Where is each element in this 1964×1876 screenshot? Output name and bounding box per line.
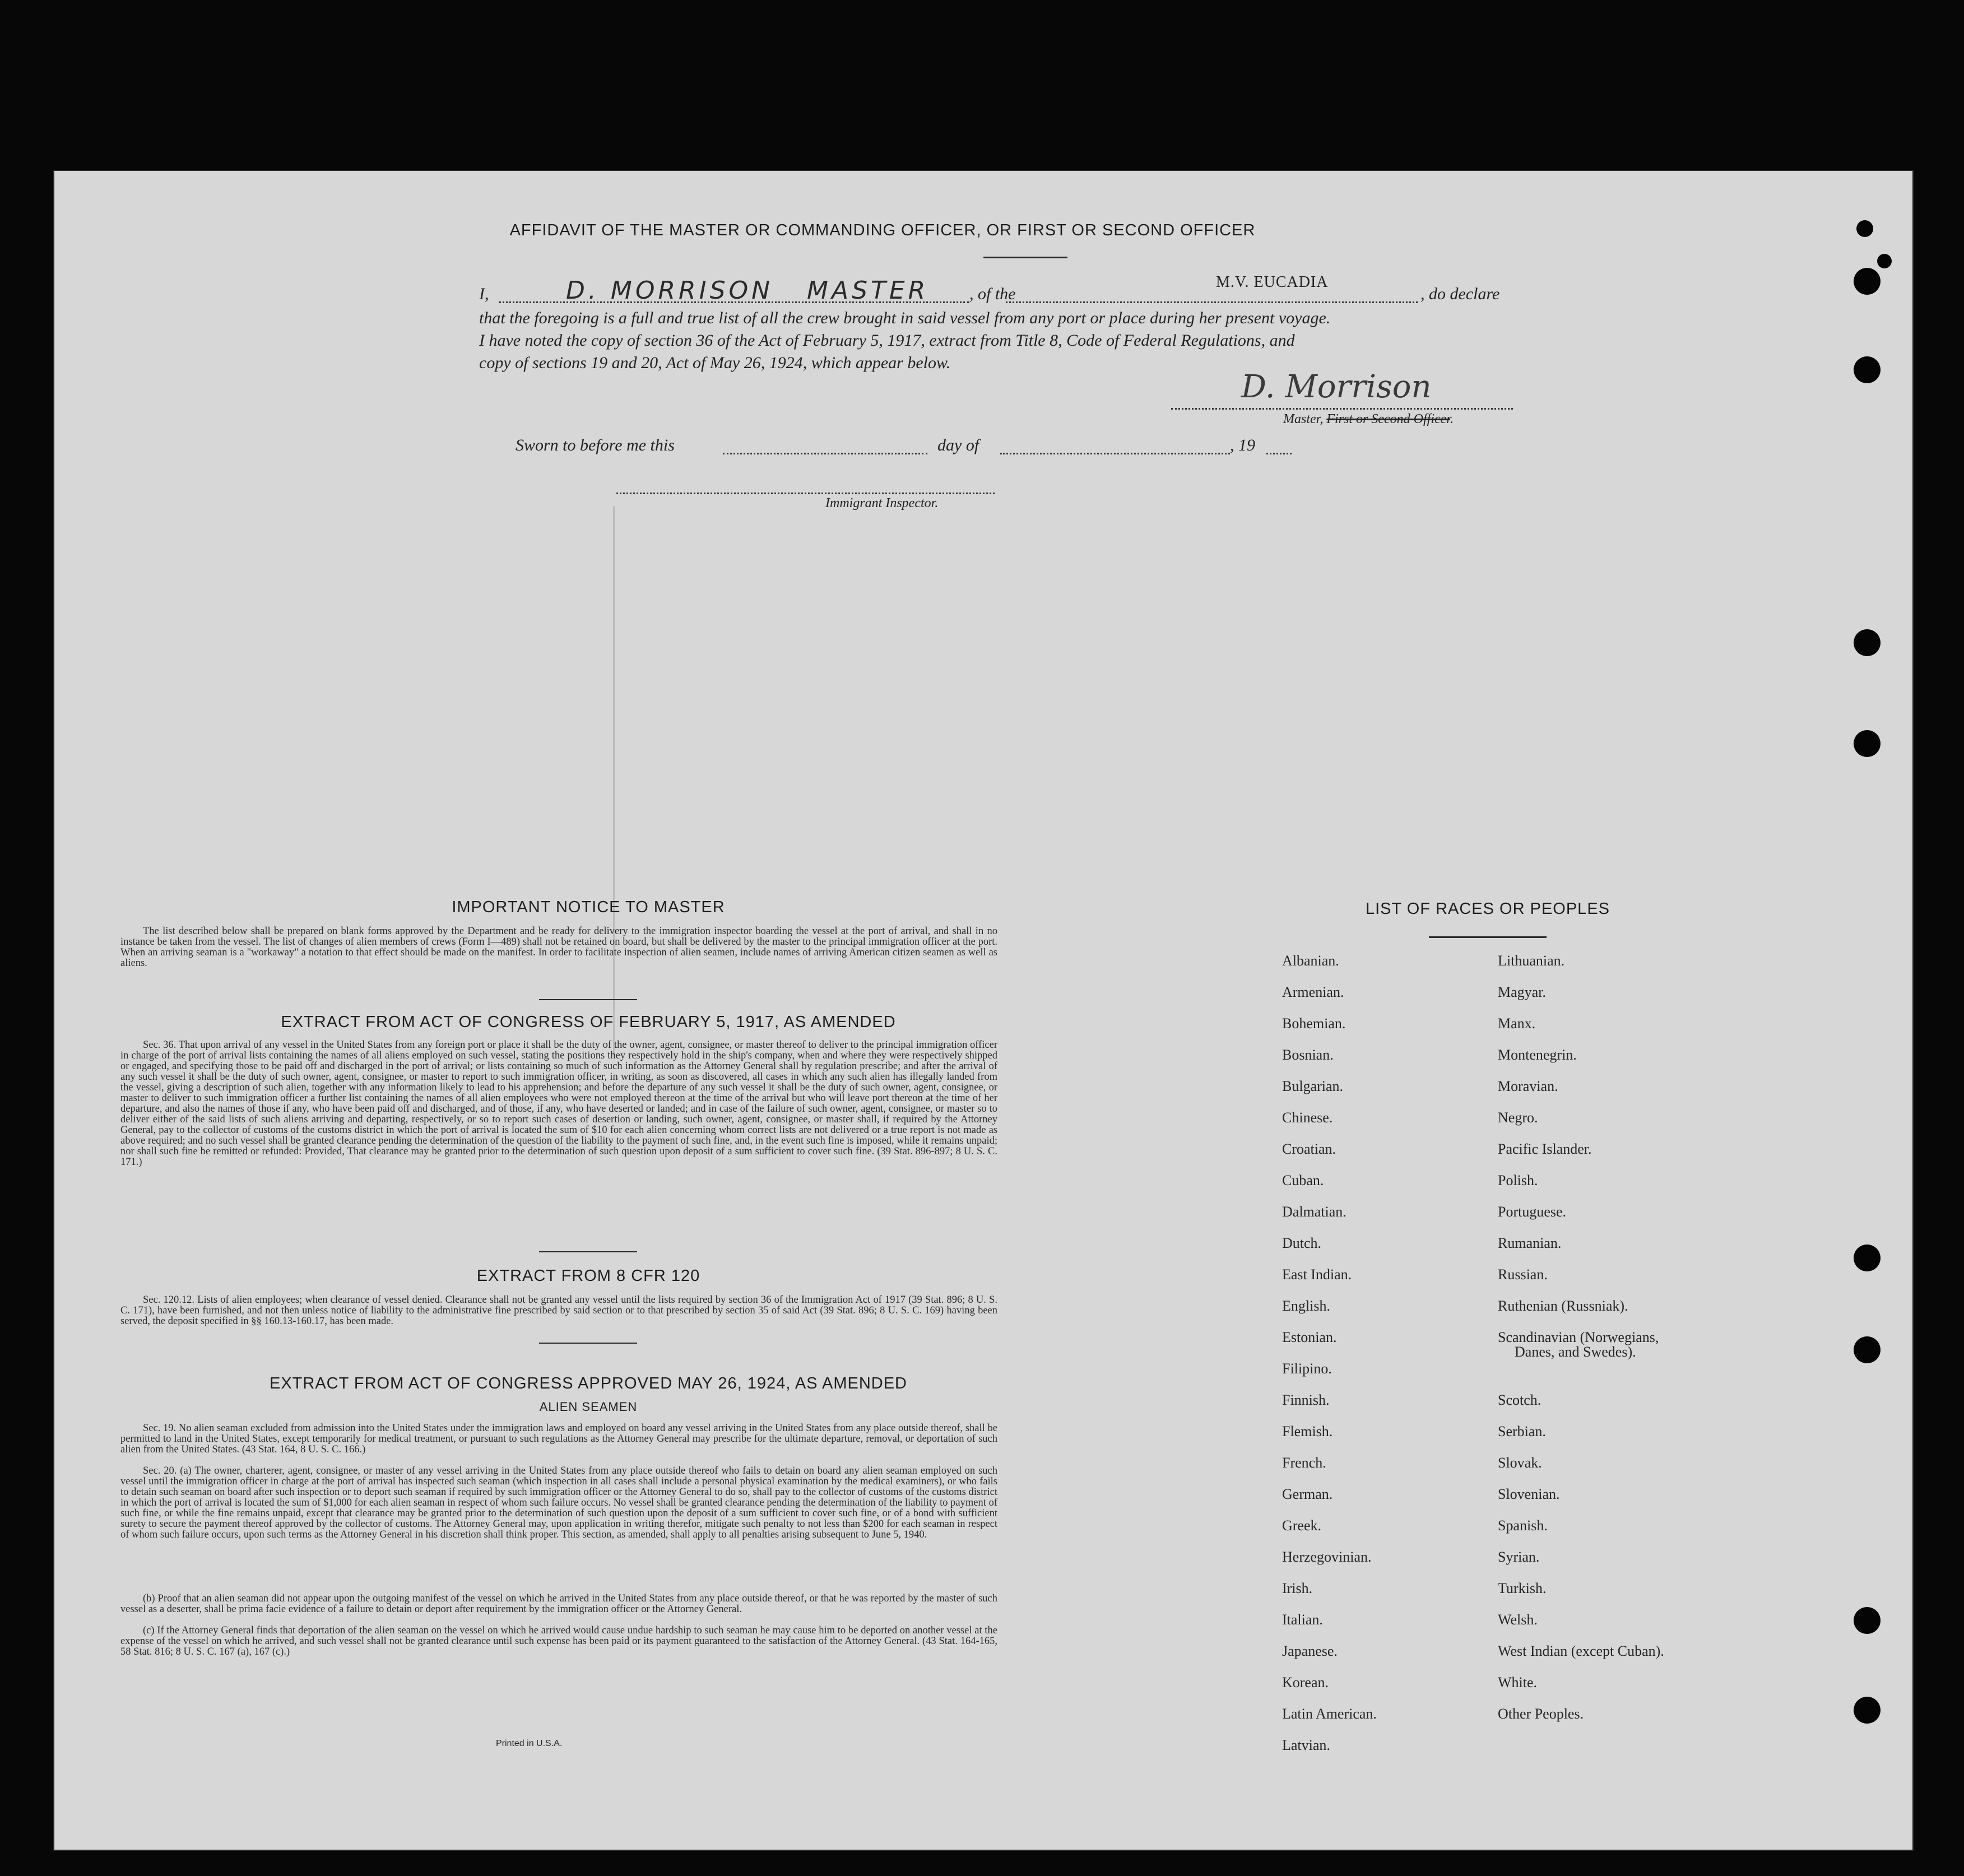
race-item: Dalmatian. bbox=[1282, 1204, 1347, 1220]
sworn-day-dotline bbox=[723, 453, 927, 454]
race-item: Estonian. bbox=[1282, 1329, 1337, 1345]
sworn-year-dotline bbox=[1266, 453, 1292, 454]
sworn-month-dotline bbox=[1000, 453, 1230, 454]
document-page bbox=[53, 170, 1914, 1851]
race-item: Lithuanian. bbox=[1498, 953, 1565, 969]
race-item: East Indian. bbox=[1282, 1266, 1352, 1283]
race-item: Croatian. bbox=[1282, 1141, 1336, 1157]
master-signature: D. Morrison bbox=[1241, 369, 1432, 405]
race-item: Slovenian. bbox=[1498, 1486, 1560, 1502]
signature-caption-struck: First or Second Officer bbox=[1326, 412, 1450, 426]
punch-hole bbox=[1854, 1607, 1881, 1634]
race-item: Portuguese. bbox=[1498, 1204, 1567, 1220]
extract-cfr-rule bbox=[539, 1343, 637, 1344]
extract-1924-title: EXTRACT FROM ACT OF CONGRESS APPROVED MAY 26, 1924, AS AMENDED bbox=[270, 1375, 907, 1392]
punch-hole bbox=[1877, 254, 1892, 268]
race-item: Latvian. bbox=[1282, 1737, 1330, 1753]
extract-cfr-text: Sec. 120.12. Lists of alien employees; when clearance of vessel denied. Clearance shall not be granted any vessel until the lists required by section 36 of the Immigration Act of 1917 (39 Stat. 896; 8 U. S. C. 171), have been furnished, and not then unless notice of liability to the administrative fine prescribed by said section or to that prescribed by section 35 of said Act (39 Stat. 896; 8 U. S. C. 169) having been served, the deposit specified in §§ 160.13-160.17, has been made. bbox=[120, 1294, 997, 1327]
extract-1924-sec20c: (c) If the Attorney General finds that deportation of the alien seaman on the vessel on which he arrived would cause undue hardship to such seaman he may cause him to be deported on another vessel at the expense of the vessel on which he arrived, and such vessel shall not be granted clearance until such expense has been paid or its payment guaranteed to the satisfaction of the Attorney General. (43 Stat. 164-165, 58 Stat. 816; 8 U. S. C. 167 (a), 167 (c).) bbox=[120, 1625, 997, 1657]
race-item: Scandinavian (Norwegians, bbox=[1498, 1329, 1659, 1345]
punch-hole bbox=[1854, 356, 1881, 383]
race-item: Syrian. bbox=[1498, 1549, 1540, 1565]
fold-mark bbox=[613, 506, 615, 1055]
race-item: Turkish. bbox=[1498, 1580, 1547, 1596]
race-item: Serbian. bbox=[1498, 1423, 1546, 1439]
race-item-continuation: Danes, and Swedes). bbox=[1515, 1344, 1636, 1360]
punch-hole bbox=[1854, 1697, 1881, 1724]
punch-hole bbox=[1856, 220, 1873, 237]
extract-1924-subtitle: ALIEN SEAMEN bbox=[539, 1400, 638, 1414]
race-item: West Indian (except Cuban). bbox=[1498, 1643, 1664, 1659]
races-rule bbox=[1429, 936, 1547, 938]
race-item: Magyar. bbox=[1498, 984, 1546, 1000]
race-item: Flemish. bbox=[1282, 1423, 1333, 1439]
affidavit-title: AFFIDAVIT OF THE MASTER OR COMMANDING OFFICER, OR FIRST OR SECOND OFFICER bbox=[509, 221, 1256, 239]
race-item: Bulgarian. bbox=[1282, 1078, 1344, 1094]
race-item: German. bbox=[1282, 1486, 1333, 1502]
extract-1924-sec19: Sec. 19. No alien seaman excluded from admission into the United States under the immigration laws and employed on board any vessel arriving in the United States from any place outside thereof, shall be permitted to land in the United States, except temporarily for medical treatment, or pursuant to such regulations as the Attorney General may prescribe for the ultimate departure, removal, or deportation of such alien from the United States. (43 Stat. 164, 8 U. S. C. 166.) bbox=[120, 1423, 997, 1455]
signature-caption-master: Master, bbox=[1283, 412, 1324, 426]
race-item: Welsh. bbox=[1498, 1612, 1538, 1628]
affidavit-line-3: I have noted the copy of section 36 of the Act of February 5, 1917, extract from Title 8, Code of Federal Regulations, and bbox=[479, 331, 1295, 350]
notice-rule bbox=[539, 999, 637, 1000]
sworn-year: , 19 bbox=[1230, 436, 1255, 454]
race-item: Italian. bbox=[1282, 1612, 1323, 1628]
notice-title: IMPORTANT NOTICE TO MASTER bbox=[452, 898, 725, 916]
punch-hole bbox=[1854, 1336, 1881, 1363]
i-prefix: I, bbox=[479, 285, 489, 303]
race-item: Finnish. bbox=[1282, 1392, 1330, 1408]
race-item: Dutch. bbox=[1282, 1235, 1322, 1251]
signature-caption bbox=[1283, 412, 1454, 427]
race-item: Filipino. bbox=[1282, 1360, 1332, 1377]
race-item: White. bbox=[1498, 1674, 1538, 1691]
vessel-name: M.V. EUCADIA bbox=[1216, 273, 1329, 291]
extract-1917-rule bbox=[539, 1251, 637, 1252]
punch-hole bbox=[1854, 730, 1881, 757]
extract-1917-title: EXTRACT FROM ACT OF CONGRESS OF FEBRUARY 5, 1917, AS AMENDED bbox=[281, 1013, 896, 1031]
inspector-caption: Immigrant Inspector. bbox=[825, 496, 939, 510]
do-declare-text: , do declare bbox=[1420, 285, 1500, 303]
notice-text: The list described below shall be prepared on blank forms approved by the Department and be ready for delivery to the immigration inspector boarding the vessel at the port of arrival, and shall in no instance be taken from the vessel. The list of changes of alien members of crews (Form I—489) shall not be retained on board, but shall be delivered by the master to the principal immigration officer at the port. When an arriving seaman is a "workaway" a notation to that effect should be made on the manifest. In order to facilitate inspection of alien seamen, include names of arriving American citizen seamen as well as aliens. bbox=[120, 926, 997, 969]
race-item: Bohemian. bbox=[1282, 1015, 1346, 1032]
race-item: Manx. bbox=[1498, 1015, 1536, 1032]
race-item: Montenegrin. bbox=[1498, 1047, 1577, 1063]
vessel-dotline bbox=[1006, 301, 1418, 303]
race-item: English. bbox=[1282, 1298, 1330, 1314]
punch-hole bbox=[1854, 629, 1881, 656]
race-item: Korean. bbox=[1282, 1674, 1329, 1691]
race-item: Irish. bbox=[1282, 1580, 1313, 1596]
punch-hole bbox=[1854, 268, 1881, 295]
race-item: Negro. bbox=[1498, 1109, 1538, 1126]
race-item: Scotch. bbox=[1498, 1392, 1542, 1408]
race-item: French. bbox=[1282, 1455, 1326, 1471]
sworn-day-of: day of bbox=[937, 436, 979, 454]
race-item: Armenian. bbox=[1282, 984, 1344, 1000]
race-item: Greek. bbox=[1282, 1517, 1322, 1534]
race-item: Moravian. bbox=[1498, 1078, 1558, 1094]
race-item: Rumanian. bbox=[1498, 1235, 1562, 1251]
extract-1917-text: Sec. 36. That upon arrival of any vessel in the United States from any foreign port or place it shall be the duty of the owner, agent, consignee, or master thereof to deliver to the principal immigration officer in charge of the port of arrival lists containing the names of all aliens employed on such vessel, stating the positions they respectively hold in the ship's company, when and where they were respectively shipped or engaged, and specifying those to be paid off and discharged in the port of arrival; or lists containing so much of such information as the Attorney General shall by regulation prescribe; and after the arrival of any such vessel it shall be the duty of such owner, agent, consignee, or master to report to such immigration officer, in writing, as soon as discovered, all cases in which any such alien has illegally landed from the vessel, giving a description of such alien, together with any information likely to lead to his apprehension; and before the departure of any such vessel it shall be the duty of such owner, agent, consignee, or master to deliver to such immigration officer a further list containing the names of all alien employees who were not employed thereon at the time of the arrival but who will leave port thereon at the time of her departure, and also the names of those if any, who have been paid off and discharged, and of those, if any, who have deserted or landed; and in case of the failure of such owner, agent, consignee, or master so to deliver either of the said lists of such aliens arriving and departing, respectively, or so to report such cases of desertion or landing, such owner, agent, consignee, or master shall, if required by the Attorney General, pay to the collector of customs of the customs district in which the port of arrival is located the sum of $10 for each alien concerning whom correct lists are not delivered or a true report is not made as above required; and no such vessel shall be granted clearance pending the determination of the question of the liability to the payment of such fine, and, in the event such fine is imposed, while it remains unpaid; nor shall such fine be remitted or refunded: Provided, That clearance may be granted prior to the determination of such question upon deposit of a sum sufficient to cover such fine. (39 Stat. 896-897; 8 U. S. C. 171.) bbox=[120, 1039, 997, 1168]
race-item: Polish. bbox=[1498, 1172, 1538, 1188]
race-item: Chinese. bbox=[1282, 1109, 1333, 1126]
race-item: Russian. bbox=[1498, 1266, 1548, 1283]
race-item: Albanian. bbox=[1282, 953, 1339, 969]
punch-hole bbox=[1854, 1245, 1881, 1271]
race-item: Japanese. bbox=[1282, 1643, 1338, 1659]
master-title-handwritten: MASTER bbox=[807, 276, 929, 305]
inspector-dotline bbox=[616, 493, 995, 494]
race-item: Slovak. bbox=[1498, 1455, 1542, 1471]
affidavit-line-4: copy of sections 19 and 20, Act of May 26, 1924, which appear below. bbox=[479, 354, 951, 372]
extract-cfr-title: EXTRACT FROM 8 CFR 120 bbox=[476, 1267, 700, 1285]
master-name-handwritten: D. MORRISON bbox=[566, 276, 774, 305]
race-item: Other Peoples. bbox=[1498, 1706, 1584, 1722]
extract-1924-sec20a: Sec. 20. (a) The owner, charterer, agent, consignee, or master of any vessel arriving in the United States from any place outside thereof who fails to detain on board any alien seaman employed on such vessel until the immigration officer in charge at the port of arrival has inspected such seaman (which inspection in all cases shall include a personal physical examination by the medical examiners), or who fails to detain such seaman on board after such inspection or to deport such seaman if required by such immigration officer or the Attorney General to do so, shall pay to the collector of customs of the customs district in which the port of arrival is located the sum of $1,000 for each alien seaman in respect of whom such failure occurs. No vessel shall be granted clearance pending the determination of the liability to payment of such fine, or while the fine remains unpaid, except that clearance may be granted prior to the determination of such question upon the deposit of a sum sufficient to cover such fine, or of a bond with sufficient surety to secure the payment thereof approved by the collector of customs. The Attorney General may, upon application in writing therefor, mitigate such penalty to not less than $200 for each seaman in respect of whom such failure occurs, upon such terms as the Attorney General in his discretion shall think proper. This section, as amended, shall apply to all penalties arising subsequent to June 5, 1940. bbox=[120, 1465, 997, 1540]
race-item: Latin American. bbox=[1282, 1706, 1377, 1722]
extract-1924-sec20b: (b) Proof that an alien seaman did not appear upon the outgoing manifest of the vessel on which he arrived in the United States from any place outside thereof, or that he was reported by the master of such vessel as a deserter, shall be prima facie evidence of a failure to detain or deport after requirement by the immigration officer or the Attorney General. bbox=[120, 1593, 997, 1615]
race-item: Bosnian. bbox=[1282, 1047, 1334, 1063]
signature-caption-end: . bbox=[1450, 412, 1454, 426]
races-title: LIST OF RACES OR PEOPLES bbox=[1365, 900, 1610, 918]
sworn-prefix: Sworn to before me this bbox=[516, 436, 675, 454]
race-item: Pacific Islander. bbox=[1498, 1141, 1592, 1157]
printed-in-usa: Printed in U.S.A. bbox=[496, 1739, 563, 1748]
race-item: Herzegovinian. bbox=[1282, 1549, 1372, 1565]
race-item: Spanish. bbox=[1498, 1517, 1548, 1534]
signature-dotline bbox=[1171, 408, 1513, 410]
title-rule bbox=[983, 257, 1067, 258]
race-item: Ruthenian (Russniak). bbox=[1498, 1298, 1628, 1314]
affidavit-line-2: that the foregoing is a full and true list of all the crew brought in said vessel from any port or place during her present voyage. bbox=[479, 309, 1331, 327]
race-item: Cuban. bbox=[1282, 1172, 1324, 1188]
of-the-text: , of the bbox=[969, 285, 1016, 303]
